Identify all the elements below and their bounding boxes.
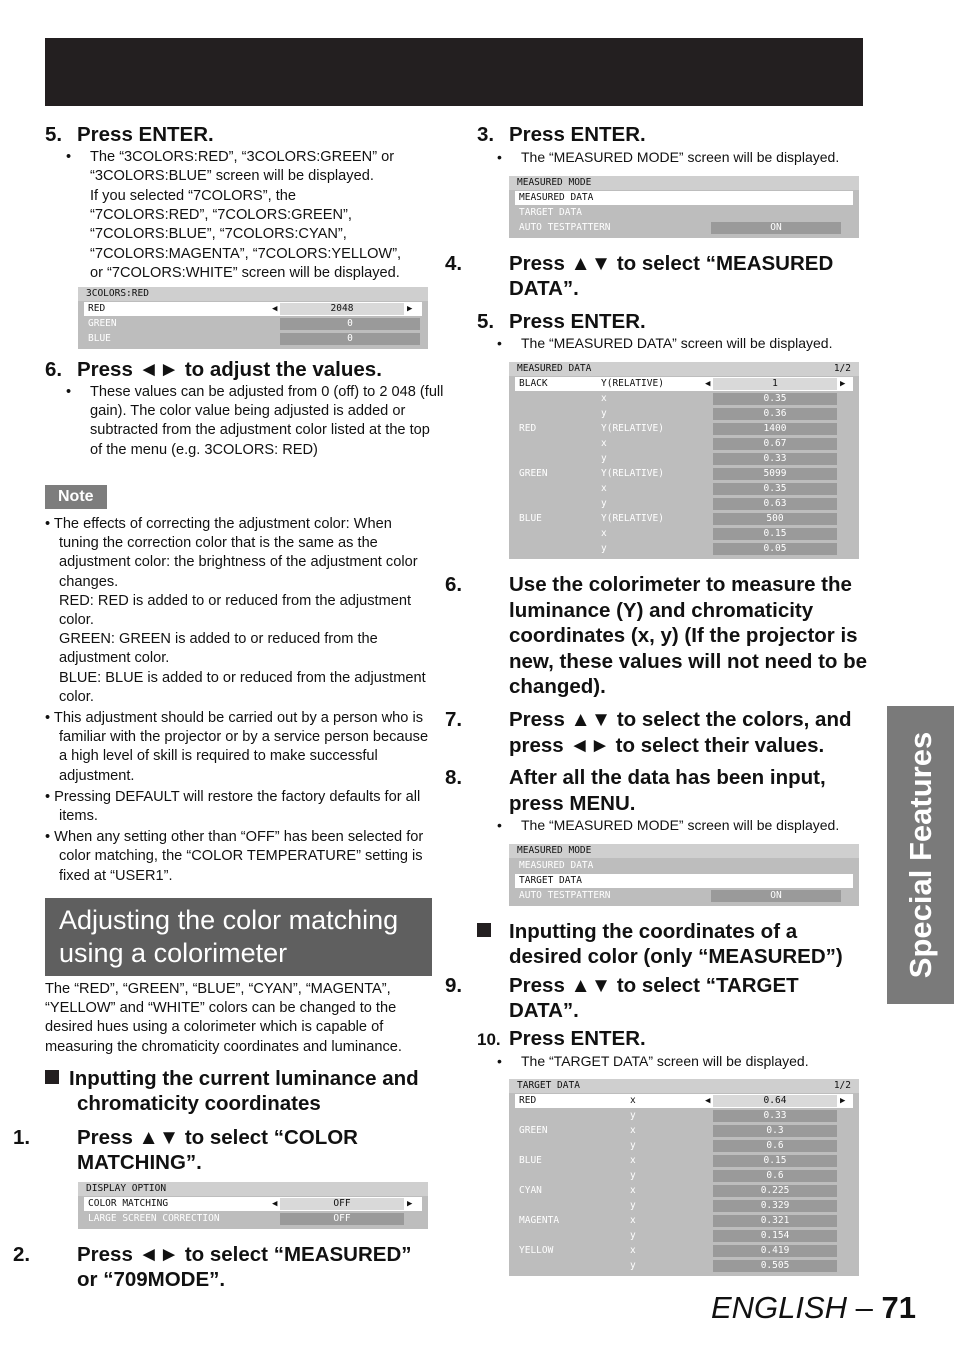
menu-row[interactable] — [515, 1214, 853, 1228]
row-sublabel: x — [601, 528, 607, 539]
row-value: 0.6 — [713, 1140, 837, 1152]
right-arrow-icon[interactable]: ▶ — [840, 1096, 846, 1106]
menu-row[interactable] — [515, 1139, 853, 1153]
menu-row[interactable] — [515, 1229, 853, 1243]
row-sublabel: y — [601, 543, 607, 554]
row-sublabel: x — [601, 438, 607, 449]
menu-row[interactable]: RED ◀ 2048 ▶ — [84, 302, 422, 316]
row-value: 0.15 — [713, 528, 837, 540]
row-sublabel: y — [601, 408, 607, 419]
row-sublabel: Y(RELATIVE) — [601, 378, 664, 389]
row-value: 0.35 — [713, 483, 837, 495]
menu-row[interactable]: TARGET DATA — [515, 206, 853, 220]
row-value: 0.05 — [713, 543, 837, 555]
row-sublabel: Y(RELATIVE) — [601, 513, 664, 524]
row-sublabel: y — [630, 1230, 636, 1241]
row-sublabel: x — [630, 1095, 636, 1106]
note-badge: Note — [45, 485, 107, 509]
menu-row[interactable] — [515, 1154, 853, 1168]
menu-title: MEASURED DATA 1/2 — [509, 362, 859, 376]
section-side-tab — [887, 706, 954, 1004]
r-step-8-heading: 8. After all the data has been input, press MENU. — [445, 766, 826, 815]
row-value: 1 — [713, 378, 837, 390]
row-sublabel: y — [601, 498, 607, 509]
row-value: 0.35 — [713, 393, 837, 405]
row-value: 0.419 — [713, 1245, 837, 1257]
menu-row[interactable] — [515, 1124, 853, 1138]
row-value: 1400 — [713, 423, 837, 435]
menu-row[interactable] — [515, 422, 853, 436]
menu-row[interactable]: GREEN 0 — [84, 317, 422, 331]
menu-row[interactable] — [515, 1169, 853, 1183]
note-sub: RED: RED is added to or reduced from the adjustment color. — [59, 592, 412, 629]
menu-title: MEASURED MODE — [509, 176, 859, 190]
section-intro: The “RED”, “GREEN”, “BLUE”, “CYAN”, “MAGENTA”, “YELLOW” and “WHITE” colors can be changed to the desired hues using a colorimeter which is capable of measuring the chromaticity coordinates and luminance. — [45, 981, 402, 1055]
menu-row[interactable] — [515, 452, 853, 466]
row-value: 0.63 — [713, 498, 837, 510]
menu-row[interactable] — [515, 1259, 853, 1273]
menu-row[interactable]: MEASURED DATA — [515, 191, 853, 205]
menu-3colors — [78, 287, 428, 349]
square-bullet-icon — [45, 1070, 59, 1084]
menu-row[interactable] — [515, 1199, 853, 1213]
r-step-5-bullet: • The “MEASURED DATA” screen will be displayed. — [497, 335, 833, 351]
note-sub: BLUE: BLUE is added to or reduced from the adjustment color. — [59, 669, 426, 705]
row-label: YELLOW — [519, 1245, 554, 1256]
row-value: 0.225 — [713, 1185, 837, 1197]
row-label: RED — [519, 1095, 537, 1106]
row-value: 0.321 — [713, 1215, 837, 1227]
menu-measured-mode-1 — [509, 176, 859, 238]
menu-display-option — [78, 1182, 428, 1229]
row-label: CYAN — [519, 1185, 542, 1196]
note-item: • The effects of correcting the adjustment color: When tuning the correction color that is the same as the adjustment color: the brightness of the adjustment color changes. — [45, 516, 418, 590]
menu-row[interactable] — [515, 482, 853, 496]
r-step-7-heading: 7. Press ▲▼ to select the colors, and press ◄► to select their values. — [445, 708, 852, 757]
row-label: BLUE — [519, 1155, 542, 1166]
step-6-bullet: • These values can be adjusted from 0 (off) to 2 048 (full gain). The color value being adjusted is added or subtracted from the adjustment color listed at the top of the menu (e.g. 3COLORS: RED) — [66, 384, 444, 458]
row-value: 0.505 — [713, 1260, 837, 1272]
row-sublabel: y — [630, 1140, 636, 1151]
menu-row[interactable]: MEASURED DATA — [515, 859, 853, 873]
row-sublabel: y — [630, 1170, 636, 1181]
r-step-6-heading: 6. Use the colorimeter to measure the luminance (Y) and chromaticity coordinates (x, y) (If the projector is new, these values will not need to be changed). — [445, 573, 868, 698]
r-step-3-heading: 3. Press ENTER. — [477, 123, 646, 146]
notes-list — [45, 515, 430, 888]
r-step-3-bullet: • The “MEASURED MODE” screen will be displayed. — [497, 149, 840, 165]
row-sublabel: Y(RELATIVE) — [601, 468, 664, 479]
row-value: 0.33 — [713, 1110, 837, 1122]
row-sublabel: y — [630, 1110, 636, 1121]
menu-row[interactable]: BLUE 0 — [84, 332, 422, 346]
row-sublabel: y — [630, 1200, 636, 1211]
menu-row[interactable] — [515, 437, 853, 451]
note-sub: GREEN: GREEN is added to or reduced from the adjustment color. — [59, 631, 378, 667]
row-value: 0.15 — [713, 1155, 837, 1167]
row-label: BLACK — [519, 378, 548, 389]
row-value: 0.6 — [713, 1170, 837, 1182]
menu-row[interactable] — [515, 542, 853, 556]
row-sublabel: x — [630, 1185, 636, 1196]
step-1-heading: 1. Press ▲▼ to select “COLOR MATCHING”. — [13, 1126, 358, 1174]
menu-title: DISPLAY OPTION — [78, 1182, 428, 1196]
menu-row[interactable] — [515, 527, 853, 541]
row-value: 0.67 — [713, 438, 837, 450]
step-6-heading: 6. Press ◄► to adjust the values. — [45, 358, 382, 381]
row-sublabel: x — [630, 1125, 636, 1136]
row-label: GREEN — [519, 1125, 548, 1136]
row-value: 0.33 — [713, 453, 837, 465]
section-banner: Adjusting the color matching using a colorimeter — [45, 898, 432, 976]
square-bullet-icon — [477, 923, 491, 937]
r-step-4-heading: 4. Press ▲▼ to select “MEASURED DATA”. — [445, 252, 834, 300]
menu-title: 3COLORS:RED — [78, 287, 428, 301]
row-sublabel: x — [630, 1215, 636, 1226]
step-2-heading: 2. Press ◄► to select “MEASURED” or “709MODE”. — [13, 1243, 412, 1291]
row-label: MAGENTA — [519, 1215, 560, 1226]
side-tab-label: Special Features — [902, 731, 938, 979]
menu-measured-mode-2 — [509, 844, 859, 906]
row-label: BLUE — [519, 513, 542, 524]
menu-row[interactable] — [515, 377, 853, 391]
menu-target-data — [509, 1079, 859, 1276]
page-footer: ENGLISH – 71 — [710, 1290, 916, 1325]
r-subsection-heading: Inputting the coordinates of a desired color (only “MEASURED”) — [477, 919, 869, 969]
row-value: 500 — [713, 513, 837, 525]
menu-title: TARGET DATA 1/2 — [509, 1079, 859, 1093]
step-5-heading: 5. Press ENTER. — [45, 123, 214, 146]
menu-row[interactable] — [515, 1094, 853, 1108]
r-step-9-heading: 9. Press ▲▼ to select “TARGET DATA”. — [445, 974, 799, 1022]
menu-row[interactable] — [515, 1184, 853, 1198]
r-step-8-bullet: • The “MEASURED MODE” screen will be displayed. — [497, 817, 840, 833]
row-label: RED — [519, 423, 537, 434]
menu-row[interactable] — [515, 497, 853, 511]
row-sublabel: x — [601, 483, 607, 494]
left-arrow-icon[interactable]: ◀ — [705, 379, 711, 389]
step-5-continuation: If you selected “7COLORS”, the “7COLORS:RED”, “7COLORS:GREEN”, “7COLORS:BLUE”, “7COLORS:CYAN”, “7COLORS:MAGENTA”, “7COLORS:YELLOW”, or “7COLORS:WHITE” screen will be displayed. — [90, 188, 402, 281]
step-5-bullet: • The “3COLORS:RED”, “3COLORS:GREEN” or “3COLORS:BLUE” screen will be displayed. — [66, 149, 395, 185]
menu-row[interactable] — [515, 512, 853, 526]
menu-row[interactable] — [515, 407, 853, 421]
row-sublabel: y — [601, 453, 607, 464]
row-sublabel: x — [601, 393, 607, 404]
note-item: • Pressing DEFAULT will restore the factory defaults for all items. — [45, 788, 421, 825]
menu-row[interactable]: COLOR MATCHING ◀ OFF ▶ — [84, 1197, 422, 1211]
row-sublabel: x — [630, 1155, 636, 1166]
left-arrow-icon[interactable]: ◀ — [705, 1096, 711, 1106]
r-step-5-heading: 5. Press ENTER. — [477, 310, 646, 333]
row-sublabel: y — [630, 1260, 636, 1271]
row-label: GREEN — [519, 468, 548, 479]
menu-row[interactable]: AUTO TESTPATTERN ON — [515, 889, 853, 903]
row-sublabel: Y(RELATIVE) — [601, 423, 664, 434]
row-value: 0.64 — [713, 1095, 837, 1107]
r-step-10-bullet: • The “TARGET DATA” screen will be displayed. — [497, 1053, 809, 1069]
menu-row[interactable] — [515, 1109, 853, 1123]
menu-row[interactable] — [515, 467, 853, 481]
subsection-heading: Inputting the current luminance and chromaticity coordinates — [45, 1066, 425, 1116]
note-item: • This adjustment should be carried out by a person who is familiar with the projector or by a service person because a high level of skill is required to make successful adjustment. — [45, 710, 429, 784]
row-value: 0.154 — [713, 1230, 837, 1242]
row-sublabel: x — [630, 1245, 636, 1256]
menu-measured-data — [509, 362, 859, 559]
menu-row[interactable] — [515, 392, 853, 406]
menu-row[interactable]: LARGE SCREEN CORRECTION OFF — [84, 1212, 422, 1226]
header-bar — [45, 38, 863, 106]
row-value: 0.36 — [713, 408, 837, 420]
r-step-10-heading: 10. Press ENTER. — [477, 1027, 646, 1050]
menu-title: MEASURED MODE — [509, 844, 859, 858]
menu-row[interactable] — [515, 1244, 853, 1258]
menu-row[interactable]: AUTO TESTPATTERN ON — [515, 221, 853, 235]
menu-row[interactable]: TARGET DATA — [515, 874, 853, 888]
row-value: 5099 — [713, 468, 837, 480]
row-value: 0.3 — [713, 1125, 837, 1137]
right-arrow-icon[interactable]: ▶ — [840, 379, 846, 389]
row-value: 0.329 — [713, 1200, 837, 1212]
note-item: • When any setting other than “OFF” has been selected for color matching, the “COLOR TEMPERATURE” setting is fixed at “USER1”. — [45, 829, 424, 884]
